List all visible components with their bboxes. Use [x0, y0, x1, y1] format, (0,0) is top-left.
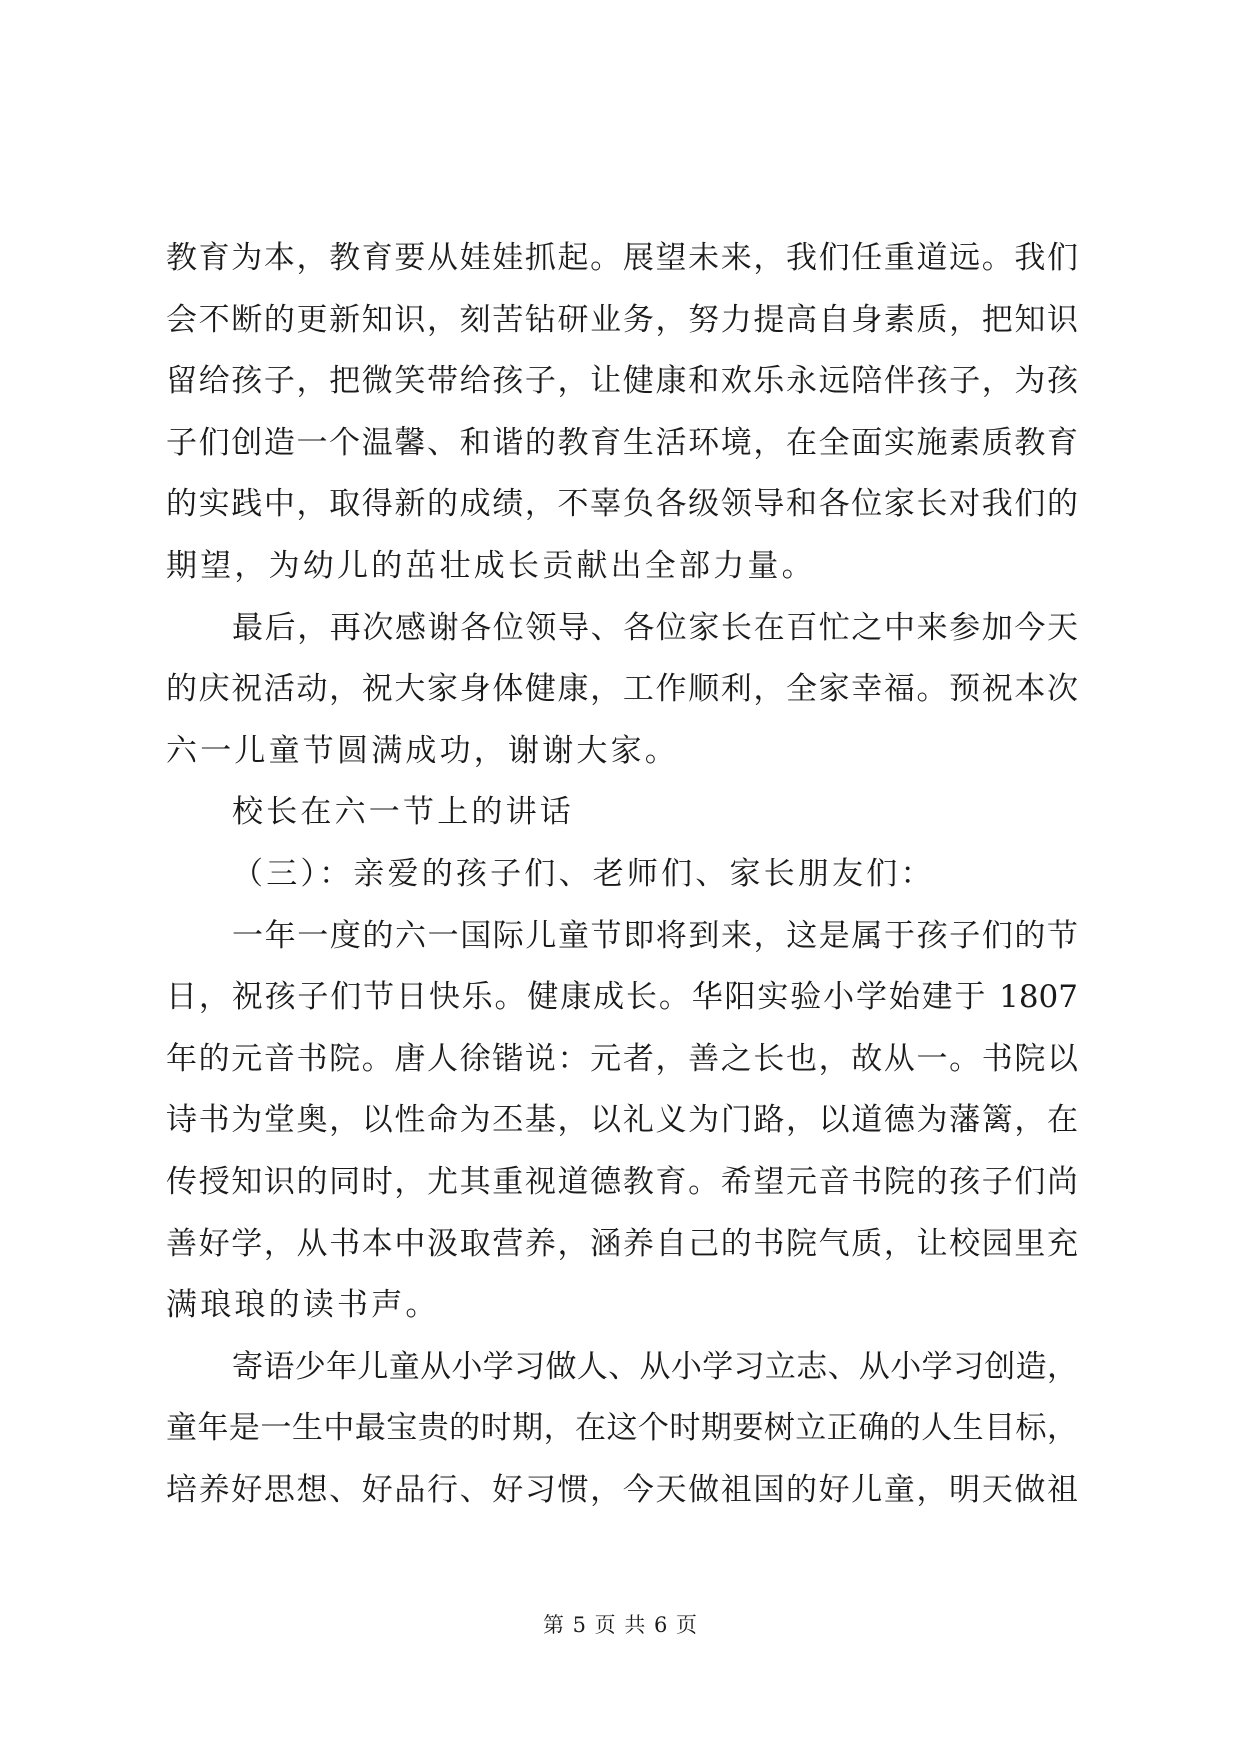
text-line: 会不断的更新知识，刻苦钻研业务，努力提高自身素质，把知识	[166, 301, 1078, 338]
text-line: 培养好思想、好品行、好习惯，今天做祖国的好儿童，明天做祖	[166, 1471, 1078, 1508]
text-line: 诗书为堂奥，以性命为丕基，以礼义为门路，以道德为藩篱，在	[166, 1102, 1078, 1139]
text-line: 一年一度的六一国际儿童节即将到来，这是属于孩子们的节	[232, 917, 1078, 954]
text-line: 教育为本，教育要从娃娃抓起。展望未来，我们任重道远。我们	[166, 240, 1078, 276]
text-line: 满琅琅的读书声。	[166, 1287, 440, 1324]
text-line: 子们创造一个温馨、和谐的教育生活环境，在全面实施素质教育	[166, 424, 1078, 461]
section-heading: 校长在六一节上的讲话	[232, 794, 574, 831]
speech-salutation: （三）：亲爱的孩子们、老师们、家长朋友们：	[232, 855, 935, 892]
text-line: 最后，再次感谢各位领导、各位家长在百忙之中来参加今天	[232, 609, 1078, 646]
text-line: 童年是一生中最宝贵的时期，在这个时期要树立正确的人生目标，	[166, 1410, 1078, 1447]
text-line: 的实践中，取得新的成绩，不辜负各级领导和各位家长对我们的	[166, 486, 1078, 523]
text-line: 寄语少年儿童从小学习做人、从小学习立志、从小学习创造，	[232, 1348, 1078, 1385]
text-line: 年的元音书院。唐人徐锴说：元者，善之长也，故从一。书院以	[166, 1040, 1078, 1077]
text-line: 日，祝孩子们节日快乐。健康成长。华阳实验小学始建于 1807	[166, 979, 1078, 1016]
text-line: 传授知识的同时，尤其重视道德教育。希望元音书院的孩子们尚	[166, 1163, 1078, 1200]
text-line: 期望，为幼儿的茁壮成长贡献出全部力量。	[166, 547, 816, 584]
text-line: 六一儿童节圆满成功，谢谢大家。	[166, 732, 679, 769]
text-line: 的庆祝活动，祝大家身体健康，工作顺利，全家幸福。预祝本次	[166, 671, 1078, 708]
body-text	[166, 228, 1078, 1521]
text-line: 留给孩子，把微笑带给孩子，让健康和欢乐永远陪伴孩子，为孩	[166, 363, 1078, 400]
text-line: 善好学，从书本中汲取营养，涵养自己的书院气质，让校园里充	[166, 1225, 1078, 1262]
page-number-footer: 第 5 页 共 6 页	[542, 1613, 699, 1637]
